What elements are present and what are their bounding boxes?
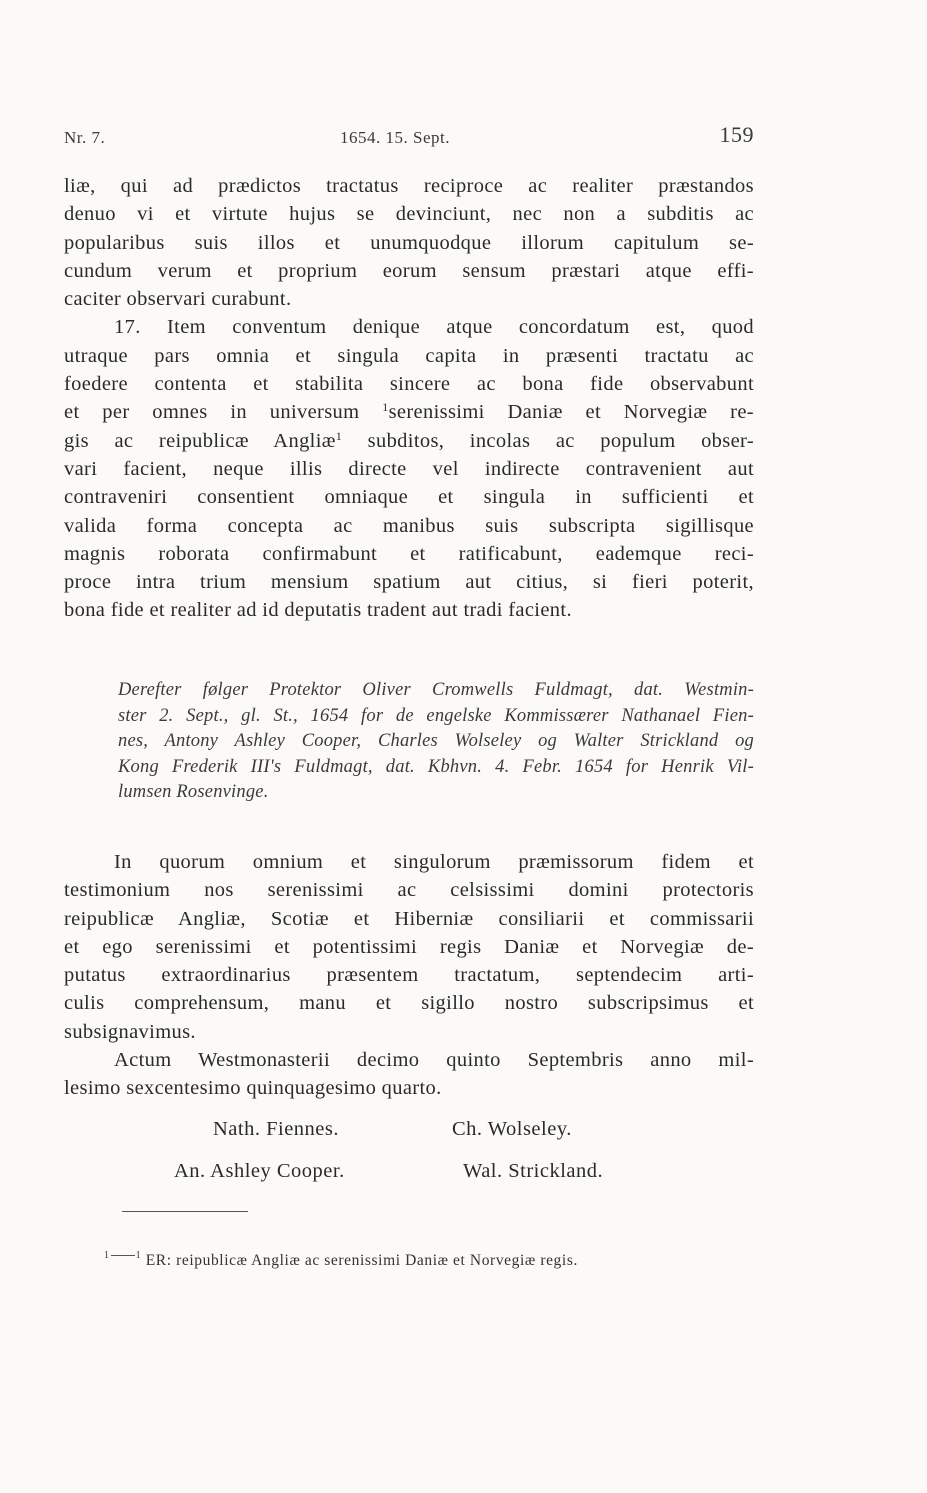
text-line: utraque pars omnia et singula capita in præsenti tractatu ac xyxy=(64,344,754,367)
note-line: ster 2. Sept., gl. St., 1654 for de engelske Kommissærer Nathanael Fien- xyxy=(118,705,754,726)
paragraph xyxy=(64,848,754,1046)
text-line: proce intra trium mensium spatium aut citius, si fieri poterit, xyxy=(64,571,754,594)
note-line: lumsen Rosenvinge. xyxy=(118,782,269,802)
text-line: gis ac reipublicæ Angliæ$^1$ subditos, incolas ac populum obser- xyxy=(64,428,754,452)
footnote-mark-end: 1 xyxy=(135,1250,142,1261)
text-line: testimonium nos serenissimi ac celsissimi domini protectoris xyxy=(64,879,754,902)
text-line: et per omnes in universum $^1$serenissimi Daniæ et Norvegiæ re- xyxy=(64,400,754,424)
text-line: putatus extraordinarius præsentem tractatum, septendecim arti- xyxy=(64,964,754,987)
footnote-mark-start: 1 xyxy=(104,1250,110,1261)
text-line: reipublicæ Angliæ, Scotiæ et Hiberniæ consiliarii et commissarii xyxy=(64,907,754,930)
document-number: Nr. 7. xyxy=(64,128,106,147)
editorial-note xyxy=(118,678,754,806)
treaty-text-section xyxy=(64,172,754,625)
text-line: et ego serenissimi et potentissimi regis Daniæ et Norvegiæ de- xyxy=(64,935,754,958)
text-line: denuo vi et virtute hujus se devinciunt, nec non a subditis ac xyxy=(64,203,754,226)
signature-ashley-cooper: An. Ashley Cooper. xyxy=(174,1160,345,1182)
text-line: valida forma concepta ac manibus suis subscripta sigillisque xyxy=(64,514,754,537)
text-line: liæ, qui ad prædictos tractatus reciproce ac realiter præstandos xyxy=(64,175,754,197)
text-line: caciter observari curabunt. xyxy=(64,288,292,311)
text-line: lesimo sexcentesimo quinquagesimo quarto. xyxy=(64,1077,442,1100)
text-line: subsignavimus. xyxy=(64,1020,196,1043)
text-line: contraveniri consentient omniaque et singula in sufficienti et xyxy=(64,486,754,509)
text-line: foedere contenta et stabilita sincere ac bona fide observabunt xyxy=(64,373,754,396)
footnote xyxy=(104,1250,578,1270)
signature-strickland: Wal. Strickland. xyxy=(463,1160,604,1182)
text-line: Actum Westmonasterii decimo quinto Septembris anno mil- xyxy=(114,1049,754,1072)
page-number: 159 xyxy=(719,122,754,147)
text-line: 17. Item conventum denique atque concordatum est, quod xyxy=(114,316,754,339)
text-line: cundum verum et proprium eorum sensum præstari atque effi- xyxy=(64,259,754,282)
page-header xyxy=(64,122,754,152)
paragraph xyxy=(64,172,754,313)
text-line: magnis roborata confirmabunt et ratificabunt, eademque reci- xyxy=(64,542,754,565)
footnote-divider xyxy=(122,1211,248,1212)
footnote-text: ER: reipublicæ Angliæ ac serenissimi Daniæ et Norvegiæ regis. xyxy=(145,1252,578,1269)
paragraph xyxy=(64,313,754,624)
text-line: popularibus suis illos et unumquodque illorum capitulum se- xyxy=(64,231,754,254)
note-line: Kong Frederik III's Fuldmagt, dat. Kbhvn. 4. Febr. 1654 for Henrik Vil- xyxy=(118,756,754,777)
text-line: culis comprehensum, manu et sigillo nostro subscripsimus et xyxy=(64,992,754,1015)
text-line: In quorum omnium et singulorum præmissorum fidem et xyxy=(114,851,754,873)
document-date: 1654. 15. Sept. xyxy=(340,128,450,147)
text-line: vari facient, neque illis directe vel indirecte contravenient aut xyxy=(64,457,754,480)
text-line: bona fide et realiter ad id deputatis tradent aut tradi facient. xyxy=(64,599,572,622)
note-line: nes, Antony Ashley Cooper, Charles Wolseley og Walter Strickland og xyxy=(118,731,754,751)
footnote-range-dash xyxy=(111,1255,135,1256)
signature-wolseley: Ch. Wolseley. xyxy=(452,1118,572,1140)
attestation-section xyxy=(64,848,754,1103)
note-line: Derefter følger Protektor Oliver Cromwells Fuldmagt, dat. Westmin- xyxy=(118,680,754,700)
paragraph xyxy=(64,1046,754,1103)
signature-fiennes: Nath. Fiennes. xyxy=(213,1118,339,1140)
